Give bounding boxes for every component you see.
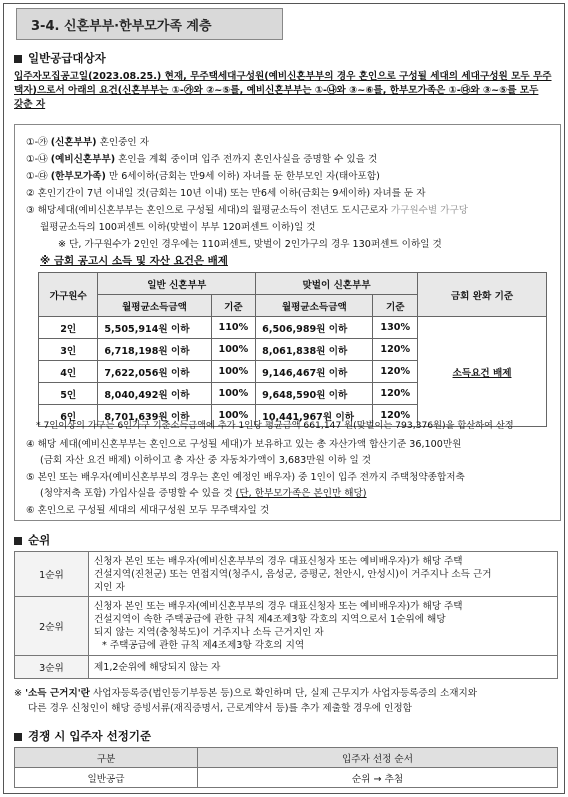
heading-text: 일반공급대상자 <box>28 51 106 65</box>
cell-dual-std: 120% <box>373 361 418 383</box>
square-bullet-icon <box>14 537 22 545</box>
cell-general-std: 100% <box>211 339 256 361</box>
mark: ①-㉯ <box>26 154 48 165</box>
cell-relief: 소득요건 배제 <box>418 317 547 427</box>
desc-line: 신청자 본인 또는 배우자(예비신혼부부의 경우 대표신청자 또는 예비배우자)가 해당 주택 <box>94 601 463 612</box>
cell-general-std: 100% <box>211 361 256 383</box>
condition-2: ② 혼인기간이 7년 이내일 것(금회는 10년 이내) 또는 만6세 이하(금회는 9세이하) 자녀를 둔 자 <box>26 188 426 199</box>
mark: ①-㉮ <box>26 137 48 148</box>
section-title-bar <box>16 8 283 40</box>
cell-description <box>89 656 558 679</box>
cell-description <box>89 597 558 656</box>
heading-text: 경쟁 시 입주자 선정기준 <box>28 729 152 743</box>
cell-dual-std: 120% <box>373 383 418 405</box>
sub-income: 월평균소득금액 <box>256 295 373 317</box>
cell-rank: 2순위 <box>15 597 89 656</box>
col-order: 입주자 선정 순서 <box>198 748 558 768</box>
cell-dual-std: 120% <box>373 405 418 427</box>
cell-general-income: 7,622,056원 이하 <box>98 361 211 383</box>
cell-dual-std: 130% <box>373 317 418 339</box>
cell-dual-income: 6,506,989원 이하 <box>256 317 373 339</box>
cell-dual-income: 9,146,467원 이하 <box>256 361 373 383</box>
cell-rank: 1순위 <box>15 552 89 597</box>
text-underlined: (단, 한부모가족은 본인만 해당) <box>235 488 367 499</box>
col-dual: 맞벌이 신혼부부 <box>256 273 418 295</box>
note-bold: '소득 근거지'란 <box>25 688 90 699</box>
desc-line: 건설지역(진천군) 또는 연접지역(청주시, 음성군, 증평군, 천안시, 안성시)이 거주지나 소득 근거 <box>94 568 492 580</box>
note-line <box>14 686 559 701</box>
mark: ①-㉰ <box>26 171 48 182</box>
cell-general-std: 100% <box>211 383 256 405</box>
col-relief: 금회 완화 기준 <box>418 273 547 317</box>
cell-rank: 3순위 <box>15 656 89 679</box>
condition-5-cont <box>40 485 367 499</box>
note-line: 다른 경우 신청인이 해당 증빙서류(재직증명서, 근로계약서 등)를 추가 제출할 경우에 인정함 <box>28 703 412 714</box>
cell-description <box>89 552 558 597</box>
table-row <box>15 768 558 788</box>
intro-line: 갖춘 자 <box>14 99 46 110</box>
cell-general-income: 8,701,639원 이하 <box>98 405 211 427</box>
cell-dual-std: 120% <box>373 339 418 361</box>
cell-category: 일반공급 <box>15 768 198 788</box>
text: 혼인을 계획 중이며 입주 전까지 혼인사실을 증명할 수 있을 것 <box>115 154 378 165</box>
table-row <box>15 552 558 597</box>
square-bullet-icon <box>14 733 22 741</box>
desc-line: 되지 않는 지역(충청북도)이 거주지나 소득 근거지인 자 <box>94 627 324 638</box>
income-footnote: * 7인이상의 가구는 6인가구 기준소득금액에 추가 1인당 평균금액 661,147 원(맞벌이는 793,376원)을 합산하여 산정 <box>36 420 514 431</box>
label: (신혼부부) <box>50 137 97 148</box>
cell-general-std: 100% <box>211 405 256 427</box>
income-table-title: ※ 금회 공고시 소득 및 자산 요건은 배제 <box>40 255 228 267</box>
section-heading-priority <box>14 532 50 548</box>
cell-general-std: 110% <box>211 317 256 339</box>
text: ③ 해당세대(예비신혼부부는 혼인으로 구성될 세대)의 월평균소득이 전년도 도시근로자 <box>26 205 391 216</box>
condition-3-cont: 월평균소득의 100퍼센트 이하(맞벌이 부부 120퍼센트 이하)일 것 <box>40 222 316 233</box>
note-text: 사업자등록증(법인등기부등본 등)으로 확인하며 단, 실제 근무지가 사업자등록증의 소재지와 <box>89 688 478 699</box>
sub-std: 기준 <box>211 295 256 317</box>
col-general: 일반 신혼부부 <box>98 273 256 295</box>
priority-table <box>14 551 558 679</box>
cell-household: 3인 <box>39 339 98 361</box>
table-row <box>39 317 547 339</box>
condition-4-cont: (금회 자산 요건 배제) 이하이고 총 자산 중 자동차가액이 3,683만원 이하 일 것 <box>40 455 372 466</box>
section-heading-general-supply <box>14 50 106 66</box>
cell-household: 6인 <box>39 405 98 427</box>
text-gray: 가구원수별 가구당 <box>390 205 469 216</box>
cell-dual-income: 10,441,967원 이하 <box>256 405 373 427</box>
label: (한부모가족) <box>50 171 106 182</box>
intro-line: 입주자모집공고일(2023.08.25.) 현재, 무주택세대구성원(예비신혼부부의 경우 혼인으로 구성될 세대의 세대구성원 모두 무주 <box>14 71 552 82</box>
condition-4: ④ 해당 세대(예비신혼부부는 혼인으로 구성될 세대)가 보유하고 있는 총 자산가액 합산기준 36,100만원 <box>26 439 462 450</box>
col-category: 구분 <box>15 748 198 768</box>
cell-general-income: 5,505,914원 이하 <box>98 317 211 339</box>
condition-1c <box>26 168 380 182</box>
sub-std: 기준 <box>373 295 418 317</box>
desc-line: * 주택공급에 관한 규칙 제4조제3항 각호의 지역 <box>102 640 305 651</box>
cell-general-income: 8,040,492원 이하 <box>98 383 211 405</box>
page-title: 3-4. 신혼부부·한부모가족 계층 <box>31 19 212 34</box>
note-mark: ※ <box>14 688 26 699</box>
income-base-note <box>14 686 559 716</box>
selection-table <box>14 747 558 788</box>
section-heading-selection <box>14 728 151 744</box>
condition-3 <box>26 202 468 216</box>
condition-6: ⑥ 혼인으로 구성될 세대의 세대구성원 모두 무주택자일 것 <box>26 505 270 516</box>
heading-text: 순위 <box>28 533 51 547</box>
cell-general-income: 6,718,198원 이하 <box>98 339 211 361</box>
table-row <box>15 597 558 656</box>
cell-household: 2인 <box>39 317 98 339</box>
text: (청약저축 포함) 가입사실을 증명할 수 있을 것 <box>40 488 236 499</box>
cell-dual-income: 8,061,838원 이하 <box>256 339 373 361</box>
sub-income: 월평균소득금액 <box>98 295 211 317</box>
desc-line: 신청자 본인 또는 배우자(예비신혼부부의 경우 대표신청자 또는 예비배우자)가 해당 주택 <box>94 555 463 567</box>
intro-paragraph <box>14 70 559 112</box>
text: 만 6세이하(금회는 만9세 이하) 자녀를 둔 한부모인 자(태아포함) <box>105 171 380 182</box>
condition-1a <box>26 134 149 148</box>
condition-1b <box>26 151 377 165</box>
intro-line: 택자)으로서 아래의 요건(신혼부부는 ①-㉮와 ②~⑤를, 예비신혼부부는 ①-㉯와 ③~⑥를, 한부모가족은 ①-㉰와 ③~⑤를 모두 <box>14 85 539 96</box>
cell-household: 4인 <box>39 361 98 383</box>
condition-3-note: ※ 단, 가구원수가 2인인 경우에는 110퍼센트, 맞벌이 2인가구의 경우 130퍼센트 이하일 것 <box>58 239 442 250</box>
desc-line: 제1,2순위에 해당되지 않는 자 <box>94 661 221 673</box>
label: (예비신혼부부) <box>50 154 116 165</box>
cell-order: 순위 → 추첨 <box>198 768 558 788</box>
table-row <box>15 656 558 679</box>
desc-line: 건설지역이 속한 주택공급에 관한 규칙 제4조제3항 각호의 지역으로서 1순위에 해당 <box>94 614 446 625</box>
text: 혼인중인 자 <box>96 137 149 148</box>
income-table <box>38 272 547 427</box>
cell-dual-income: 9,648,590원 이하 <box>256 383 373 405</box>
desc-line: 지인 자 <box>94 581 125 593</box>
cell-household: 5인 <box>39 383 98 405</box>
col-household: 가구원수 <box>39 273 98 317</box>
condition-5: ⑤ 본인 또는 배우자(예비신혼부부의 경우는 혼인 예정인 배우자) 중 1인이 입주 전까지 주택청약종합저축 <box>26 472 465 483</box>
square-bullet-icon <box>14 55 22 63</box>
